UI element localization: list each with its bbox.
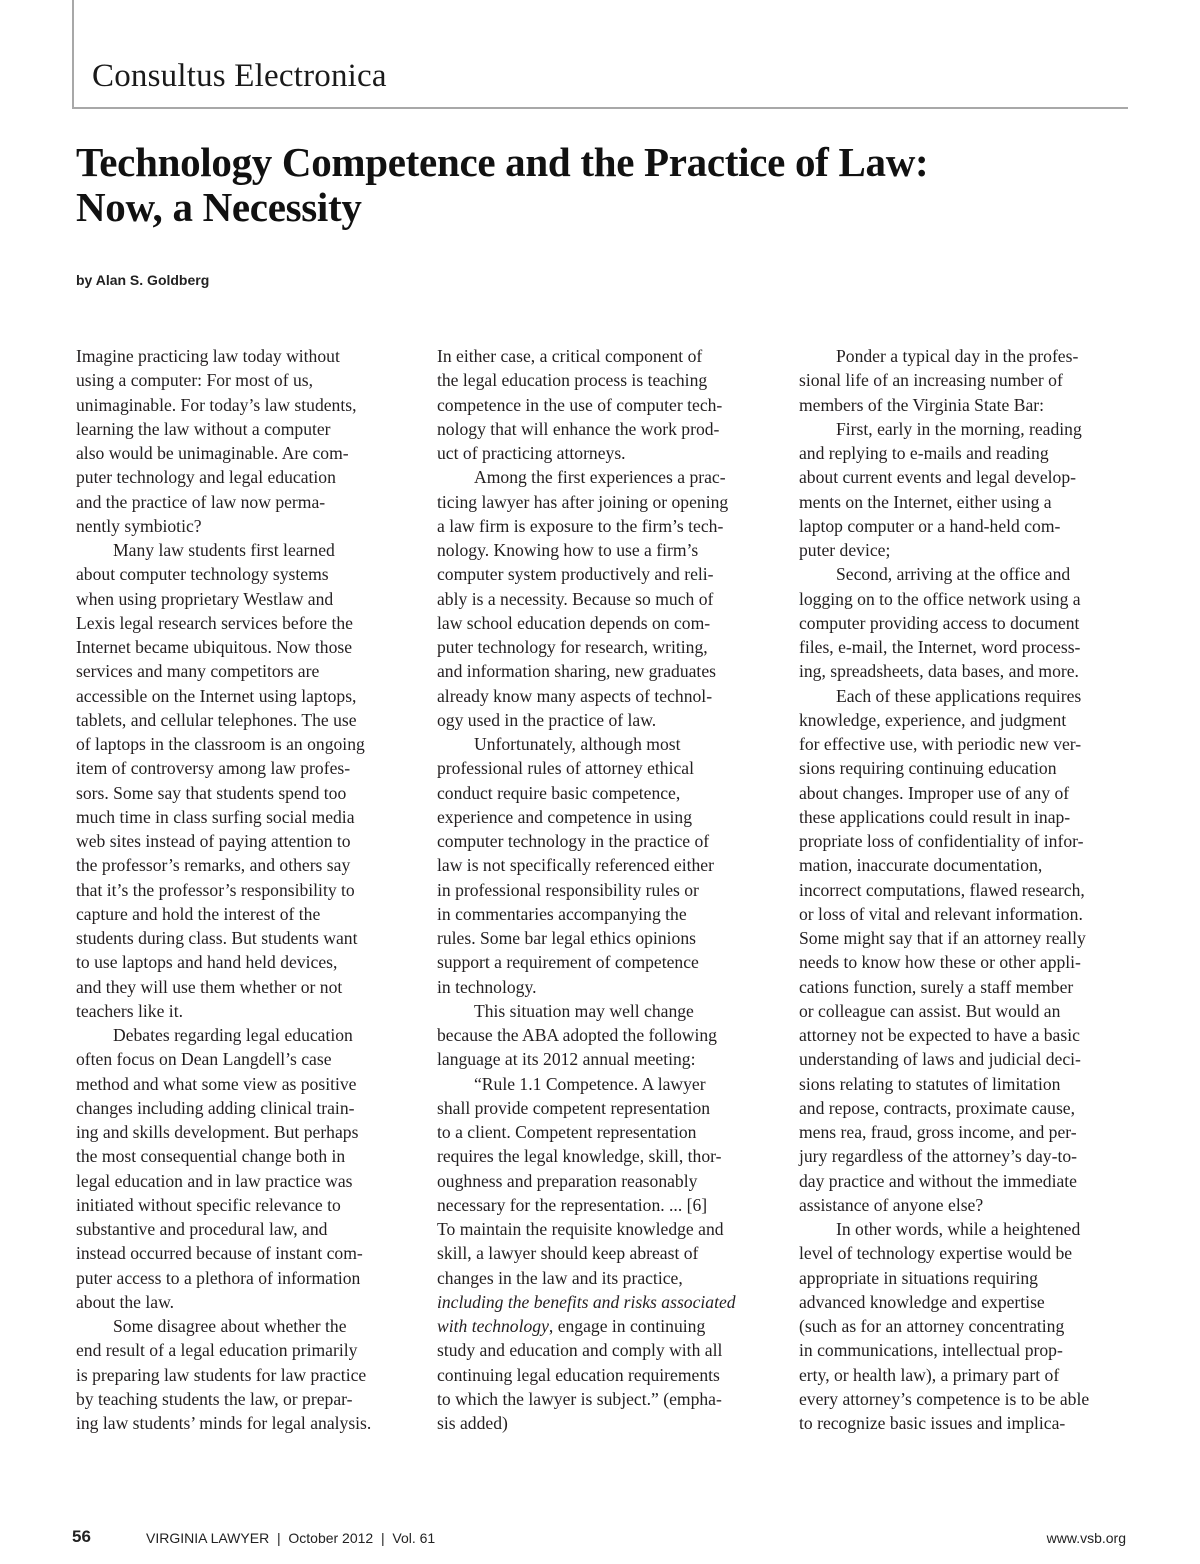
article-column-1 <box>76 344 406 1435</box>
section-title: Consultus Electronica <box>92 58 387 94</box>
text-line: to use laptops and hand held devices, <box>76 952 338 973</box>
text-line: necessary for the representation. ... [6] <box>437 1194 708 1215</box>
text-line: unimaginable. For today’s law students, <box>76 394 357 415</box>
text-line: computer providing access to document <box>799 612 1080 633</box>
article-title <box>76 140 928 230</box>
text-line: requires the legal knowledge, skill, thor- <box>437 1146 722 1167</box>
text-line: sional life of an increasing number of <box>799 370 1063 391</box>
text-line: and replying to e-mails and reading <box>799 443 1049 463</box>
text-line: often focus on Dean Langdell’s case <box>76 1049 332 1070</box>
text-line: the most consequential change both in <box>76 1146 346 1167</box>
text-line: Some might say that if an attorney really <box>799 928 1086 948</box>
text-line: shall provide competent representation <box>437 1097 711 1118</box>
text-line: method and what some view as positive <box>76 1073 357 1094</box>
text-line: skill, a lawyer should keep abreast of <box>437 1243 699 1264</box>
text-line: Internet became ubiquitous. Now those <box>76 637 353 657</box>
text-line: ing law students’ minds for legal analysis. <box>76 1413 372 1433</box>
text-line: continuing legal education requirements <box>437 1364 720 1385</box>
text-line: or colleague can assist. But would an <box>799 1000 1061 1021</box>
text-line: end result of a legal education primarily <box>76 1340 358 1361</box>
text-line: nology. Knowing how to use a firm’s <box>437 540 699 560</box>
text-line: instead occurred because of instant com- <box>76 1243 363 1264</box>
text-line: changes including adding clinical train- <box>76 1097 355 1118</box>
text-line: that it’s the professor’s responsibility to <box>76 879 355 900</box>
publication-info <box>146 1530 435 1546</box>
publication-info-text: VIRGINIA LAWYER | October 2012 | Vol. 61 <box>146 1530 436 1546</box>
text-line: much time in class surfing social media <box>76 806 355 827</box>
text-line: Unfortunately, although most <box>474 734 681 754</box>
text-line: when using proprietary Westlaw and <box>76 588 334 609</box>
text-line: ing and skills development. But perhaps <box>76 1122 359 1142</box>
text-line: is preparing law students for law practice <box>76 1364 367 1385</box>
text-line: Imagine practicing law today without <box>76 346 340 366</box>
text-line: puter technology and legal education <box>76 467 336 488</box>
website-link[interactable]: www.vsb.org <box>1046 1530 1126 1546</box>
text-line: erty, or health law), a primary part of <box>799 1364 1060 1385</box>
text-line: the professor’s remarks, and others say <box>76 855 351 876</box>
text-line: attorney not be expected to have a basic <box>799 1025 1080 1045</box>
text-line: Lexis legal research services before the <box>76 612 353 633</box>
text-line: ticing lawyer has after joining or opening <box>437 491 729 512</box>
text-line: and repose, contracts, proximate cause, <box>799 1097 1076 1118</box>
text-line: day practice and without the immediate <box>799 1170 1077 1191</box>
text-line: students during class. But students want <box>76 928 358 948</box>
text-line: sions requiring continuing education <box>799 758 1057 779</box>
text-line: members of the Virginia State Bar: <box>799 394 1045 415</box>
text-line: Debates regarding legal education <box>113 1025 353 1045</box>
text-line: tablets, and cellular telephones. The use <box>76 709 357 730</box>
text-line: law is not specifically referenced either <box>437 855 714 876</box>
text-line: already know many aspects of technol- <box>437 685 713 706</box>
text-line: study and education and comply with all <box>437 1340 723 1361</box>
text-line: in communications, intellectual prop- <box>799 1340 1063 1361</box>
text-line: appropriate in situations requiring <box>799 1267 1038 1288</box>
text-line: conduct require basic competence, <box>437 782 681 803</box>
article-title-line: Technology Competence and the Practice of Law: <box>76 139 929 185</box>
text-line: Ponder a typical day in the profes- <box>836 346 1079 366</box>
text-line: learning the law without a computer <box>76 418 331 439</box>
text-line: First, early in the morning, reading <box>836 418 1082 439</box>
text-line: Some disagree about whether the <box>113 1316 347 1336</box>
text-line: nology that will enhance the work prod- <box>437 418 720 439</box>
text-line: of laptops in the classroom is an ongoing <box>76 734 365 754</box>
text-line: legal education and in law practice was <box>76 1170 353 1191</box>
text-line: to recognize basic issues and implica- <box>799 1413 1066 1433</box>
text-line: knowledge, experience, and judgment <box>799 709 1067 730</box>
text-line: Each of these applications requires <box>836 685 1082 706</box>
article-column-3 <box>799 344 1129 1435</box>
text-line: nently symbiotic? <box>76 515 202 536</box>
text-line: logging on to the office network using a <box>799 588 1081 609</box>
text-line: jury regardless of the attorney’s day-to- <box>799 1146 1077 1167</box>
text-line: for effective use, with periodic new ver- <box>799 734 1082 754</box>
text-line: mation, inaccurate documentation, <box>799 855 1043 876</box>
text-line: because the ABA adopted the following <box>437 1025 717 1045</box>
text-line: ably is a necessity. Because so much of <box>437 588 714 609</box>
text-line: capture and hold the interest of the <box>76 903 321 924</box>
text-line: needs to know how these or other appli- <box>799 952 1081 973</box>
text-line: rules. Some bar legal ethics opinions <box>437 928 696 948</box>
text-line: and they will use them whether or not <box>76 976 343 997</box>
text-line: about current events and legal develop- <box>799 467 1076 488</box>
text-line: accessible on the Internet using laptops, <box>76 685 357 706</box>
text-line: to a client. Competent representation <box>437 1122 697 1142</box>
text-line: with technology, engage in continuing <box>437 1316 706 1336</box>
text-line: Many law students first learned <box>113 540 335 560</box>
text-line: teachers like it. <box>76 1000 183 1021</box>
text-line: using a computer: For most of us, <box>76 370 314 391</box>
text-line: puter device; <box>799 540 891 560</box>
text-line: level of technology expertise would be <box>799 1243 1073 1264</box>
text-line: (such as for an attorney concentrating <box>799 1316 1065 1336</box>
article-title-line: Now, a Necessity <box>76 184 362 230</box>
text-line: substantive and procedural law, and <box>76 1219 328 1239</box>
page-number: 56 <box>72 1527 91 1546</box>
text-line: computer technology in the practice of <box>437 831 710 851</box>
text-line: laptop computer or a hand-held com- <box>799 515 1061 536</box>
article-byline: by Alan S. Goldberg <box>76 272 210 288</box>
text-line: files, e-mail, the Internet, word process- <box>799 637 1081 657</box>
text-line: ments on the Internet, either using a <box>799 491 1052 512</box>
text-line: Second, arriving at the office and <box>836 564 1071 585</box>
text-line: in technology. <box>437 976 537 997</box>
text-line: in professional responsibility rules or <box>437 879 699 900</box>
text-line: services and many competitors are <box>76 661 320 682</box>
header-horizontal-rule <box>72 107 1128 109</box>
text-line: “Rule 1.1 Competence. A lawyer <box>474 1073 706 1094</box>
text-line: in commentaries accompanying the <box>437 903 687 924</box>
article-column-2 <box>437 344 767 1435</box>
text-line: incorrect computations, flawed research, <box>799 879 1085 900</box>
text-line: item of controversy among law profes- <box>76 758 351 779</box>
text-line: computer system productively and reli- <box>437 564 714 585</box>
text-line: and the practice of law now perma- <box>76 491 326 512</box>
text-line: web sites instead of paying attention to <box>76 831 351 851</box>
text-line: law school education depends on com- <box>437 612 711 633</box>
text-line: ogy used in the practice of law. <box>437 709 657 730</box>
text-line: advanced knowledge and expertise <box>799 1291 1045 1312</box>
text-line: understanding of laws and judicial deci- <box>799 1049 1081 1070</box>
text-line: professional rules of attorney ethical <box>437 758 694 779</box>
text-line: puter access to a plethora of information <box>76 1267 361 1288</box>
text-line: This situation may well change <box>474 1000 694 1021</box>
header-vertical-rule <box>72 0 74 108</box>
text-line: every attorney’s competence is to be able <box>799 1388 1090 1409</box>
text-line: these applications could result in inap- <box>799 806 1071 827</box>
text-line: and information sharing, new graduates <box>437 661 716 682</box>
text-line: sions relating to statutes of limitation <box>799 1073 1061 1094</box>
text-line: initiated without specific relevance to <box>76 1194 341 1215</box>
text-line: changes in the law and its practice, <box>437 1267 683 1288</box>
text-line: In either case, a critical component of <box>437 346 703 366</box>
text-line: In other words, while a heightened <box>836 1219 1081 1239</box>
text-line: support a requirement of competence <box>437 952 699 973</box>
text-line: mens rea, fraud, gross income, and per- <box>799 1122 1077 1142</box>
text-line: about changes. Improper use of any of <box>799 782 1070 803</box>
text-line: sors. Some say that students spend too <box>76 782 347 803</box>
text-line: language at its 2012 annual meeting: <box>437 1049 696 1070</box>
text-line: experience and competence in using <box>437 806 692 827</box>
text-line: also would be unimaginable. Are com- <box>76 443 349 463</box>
text-line: about the law. <box>76 1291 175 1312</box>
text-line: including the benefits and risks associated <box>437 1291 736 1312</box>
text-line: a law firm is exposure to the firm’s tech- <box>437 515 724 536</box>
text-line: propriate loss of confidentiality of infor- <box>799 831 1084 851</box>
text-line: sis added) <box>437 1413 508 1433</box>
text-line: assistance of anyone else? <box>799 1194 984 1215</box>
text-line: puter technology for research, writing, <box>437 637 708 657</box>
text-line: To maintain the requisite knowledge and <box>437 1219 724 1239</box>
text-line: oughness and preparation reasonably <box>437 1170 698 1191</box>
text-line: ing, spreadsheets, data bases, and more. <box>799 661 1079 682</box>
text-line: competence in the use of computer tech- <box>437 394 723 415</box>
text-line: Among the first experiences a prac- <box>474 467 726 488</box>
text-line: cations function, surely a staff member <box>799 976 1074 997</box>
text-line: by teaching students the law, or prepar- <box>76 1388 353 1409</box>
text-line: the legal education process is teaching <box>437 370 708 391</box>
text-line: to which the lawyer is subject.” (empha- <box>437 1388 722 1409</box>
text-line: or loss of vital and relevant information. <box>799 903 1083 924</box>
text-line: uct of practicing attorneys. <box>437 443 626 463</box>
text-line: about computer technology systems <box>76 564 329 585</box>
